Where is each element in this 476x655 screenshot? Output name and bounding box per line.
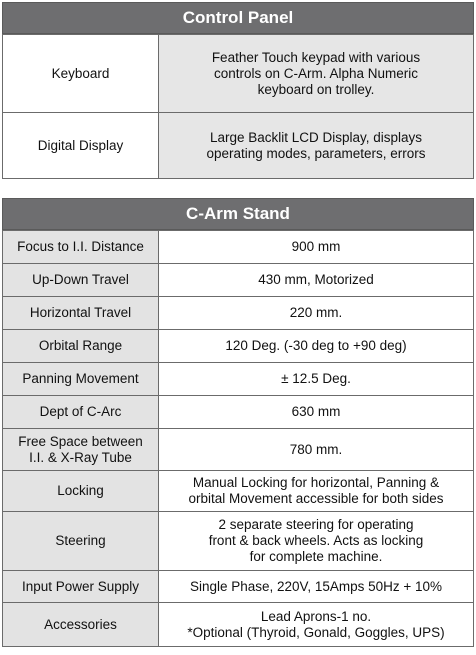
table-row (3, 113, 474, 179)
table-row (3, 264, 474, 297)
row-value: 780 mm. (159, 429, 474, 471)
row-value: 900 mm (159, 231, 474, 264)
row-value: 2 separate steering for operating front & back wheels. Acts as locking for complete machine. (159, 512, 474, 571)
c-arm-stand-section (2, 198, 474, 647)
control-panel-table (2, 34, 474, 179)
row-value: ± 12.5 Deg. (159, 363, 474, 396)
row-label: Keyboard (3, 35, 159, 113)
table-row (3, 603, 474, 647)
row-label: Locking (3, 471, 159, 512)
table-row (3, 297, 474, 330)
table-row (3, 471, 474, 512)
control-panel-title: Control Panel (2, 2, 474, 34)
table-row (3, 231, 474, 264)
c-arm-stand-table (2, 230, 474, 647)
row-label: Steering (3, 512, 159, 571)
table-row (3, 571, 474, 603)
row-value: 120 Deg. (-30 deg to +90 deg) (159, 330, 474, 363)
row-label: Input Power Supply (3, 571, 159, 603)
table-row (3, 396, 474, 429)
control-panel-section (2, 2, 474, 179)
table-row (3, 429, 474, 471)
row-label: Up-Down Travel (3, 264, 159, 297)
c-arm-stand-title: C-Arm Stand (2, 198, 474, 230)
row-label: Horizontal Travel (3, 297, 159, 330)
row-value: 430 mm, Motorized (159, 264, 474, 297)
row-label: Dept of C-Arc (3, 396, 159, 429)
row-label: Focus to I.I. Distance (3, 231, 159, 264)
table-row (3, 512, 474, 571)
table-row (3, 363, 474, 396)
table-row (3, 35, 474, 113)
table-row (3, 330, 474, 363)
row-value: Single Phase, 220V, 15Amps 50Hz + 10% (159, 571, 474, 603)
row-value: 630 mm (159, 396, 474, 429)
row-label: Accessories (3, 603, 159, 647)
row-label: Orbital Range (3, 330, 159, 363)
row-label: Digital Display (3, 113, 159, 179)
row-label: Panning Movement (3, 363, 159, 396)
row-value: Manual Locking for horizontal, Panning & orbital Movement accessible for both sides (159, 471, 474, 512)
row-value: Lead Aprons-1 no. *Optional (Thyroid, Gonald, Goggles, UPS) (159, 603, 474, 647)
row-label: Free Space between I.I. & X-Ray Tube (3, 429, 159, 471)
row-value: Feather Touch keypad with various controls on C-Arm. Alpha Numeric keyboard on trolley. (159, 35, 474, 113)
row-value: Large Backlit LCD Display, displays operating modes, parameters, errors (159, 113, 474, 179)
row-value: 220 mm. (159, 297, 474, 330)
